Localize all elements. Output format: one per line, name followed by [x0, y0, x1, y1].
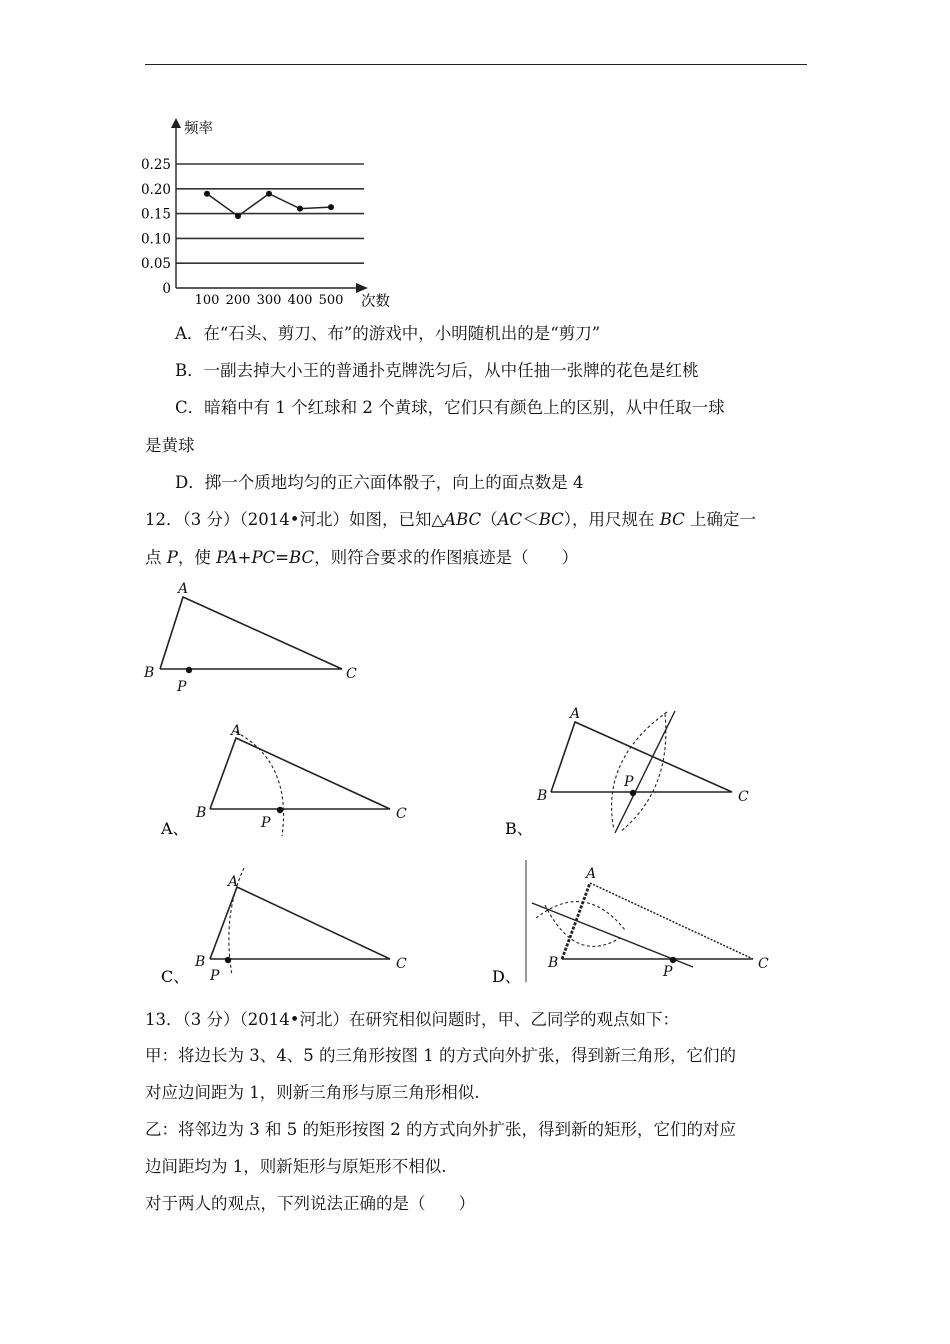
figure-b-arc-left — [612, 712, 667, 830]
figure-c-triangle — [210, 887, 390, 959]
y-tick-label: 0.25 — [140, 157, 171, 173]
figure-c-label-c: C — [396, 956, 407, 972]
figure-c-label-b: B — [195, 954, 206, 970]
figure-d-label-a: A — [586, 866, 597, 882]
figure-c-label-a: A — [228, 874, 239, 890]
main-label-p: P — [177, 679, 187, 695]
q12-plus: + — [237, 548, 252, 567]
q11-option-c: C．暗箱中有 1 个红球和 2 个黄球，它们只有颜色上的区别，从中任取一球 — [175, 398, 725, 417]
figure-d — [532, 883, 753, 967]
figure-b — [551, 711, 732, 833]
y-tick-label: 0.10 — [140, 231, 171, 248]
main-point-p — [186, 667, 192, 673]
figure-b-label-c: C — [738, 789, 749, 805]
x-tick-label: 500 — [318, 293, 344, 308]
choice-b-label: B、 — [505, 819, 533, 838]
q13-line-2: 甲：将边长为 3、4、5 的三角形按图 1 的方式向外扩张，得到新三角形，它们的 — [145, 1046, 736, 1065]
q12-pre2: 点 — [145, 548, 167, 567]
figure-a-label-c: C — [396, 806, 407, 822]
q12-tail1: 上确定一 — [684, 510, 757, 529]
choice-d-label: D、 — [492, 967, 521, 986]
main-label-a: A — [178, 581, 189, 597]
q12-paren-close: ），用尺规在 — [563, 510, 660, 529]
q11-option-c-cont: 是黄球 — [145, 436, 195, 455]
figure-d-label-c: C — [758, 956, 769, 972]
q12-eq: = — [275, 548, 290, 567]
q12-number: 12． — [145, 510, 183, 529]
x-axis-label: 次数 — [361, 294, 390, 310]
y-tick-label: 0.05 — [140, 256, 171, 273]
figure-b-label-b: B — [537, 788, 548, 804]
figure-b-label-p: P — [624, 774, 634, 790]
x-tick-label: 100 — [194, 293, 220, 308]
q12-bc: BC — [538, 510, 564, 529]
q12-bc-3: BC — [289, 548, 315, 567]
q13-line-4: 乙：将邻边为 3 和 5 的矩形按图 2 的方式向外扩张，得到新的矩形，它们的对应 — [145, 1120, 736, 1139]
main-label-b: B — [144, 665, 155, 681]
figure-a-label-p: P — [261, 815, 271, 831]
figure-d-arc-bottom — [545, 905, 620, 946]
y-tick-label: 0 — [162, 281, 171, 297]
x-tick-label: 300 — [256, 293, 282, 308]
q13-line-3: 对应边间距为 1，则新三角形与原三角形相似. — [145, 1083, 480, 1102]
figure-d-label-b: B — [548, 955, 559, 971]
main-label-c: C — [346, 666, 357, 682]
figure-d-point-p — [670, 957, 676, 963]
q12-source: （3 分）（2014•河北）如图，已知△ — [182, 510, 445, 529]
figure-b-label-a: A — [570, 706, 581, 722]
q12-triangle-name: ABC — [444, 510, 482, 529]
figure-b-triangle — [551, 722, 732, 792]
q12-ac: AC — [497, 510, 523, 529]
q13-line-5: 边间距均为 1，则新矩形与原矩形不相似. — [145, 1157, 447, 1176]
figure-a-arc — [236, 732, 284, 836]
figure-a-point-p — [277, 807, 283, 813]
y-tick-label: 0.20 — [140, 181, 171, 198]
figure-a — [210, 732, 390, 836]
q12-p: P — [166, 548, 178, 567]
q12-paren-open: （ — [481, 510, 498, 529]
q12-tail2: ，则符合要求的作图痕迹是（ ） — [314, 548, 579, 567]
figure-a-label-b: B — [196, 805, 207, 821]
figure-a-triangle — [210, 738, 390, 809]
q12-pa: PA — [216, 548, 238, 567]
q12-pc: PC — [251, 548, 276, 567]
q12-mid2: ，使 — [177, 548, 217, 567]
x-tick-label: 200 — [225, 293, 251, 308]
q11-option-b: B．一副去掉大小王的普通扑克牌洗匀后，从中任抽一张牌的花色是红桃 — [175, 361, 699, 380]
figure-b-arc-right — [620, 714, 666, 832]
y-tick-label: 0.15 — [140, 206, 171, 223]
q11-option-a: A．在“石头、剪刀、布”的游戏中，小明随机出的是“剪刀” — [175, 324, 601, 343]
figure-d-side-ac — [590, 883, 753, 959]
q13-line-6: 对于两人的观点，下列说法正确的是（ ） — [145, 1194, 475, 1213]
y-axis-label: 频率 — [184, 121, 213, 137]
figure-b-point-p — [630, 790, 636, 796]
figure-a-label-a: A — [231, 723, 242, 739]
figure-d-label-p: P — [663, 964, 673, 980]
choice-a-label: A、 — [161, 819, 189, 838]
figure-b-bisector — [615, 711, 675, 833]
x-tick-label: 400 — [287, 293, 313, 308]
q12-lt: ＜ — [522, 510, 539, 529]
figure-c-point-p — [225, 957, 231, 963]
q13-line-1: 13．（3 分）（2014•河北）在研究相似问题时，甲、乙同学的观点如下： — [145, 1010, 679, 1029]
q11-option-d: D．掷一个质地均匀的正六面体骰子，向上的面点数是 4 — [175, 473, 584, 492]
figure-c-label-p: P — [210, 968, 220, 984]
main-triangle — [160, 597, 342, 669]
choice-c-label: C、 — [161, 967, 190, 986]
q12-bc-2: BC — [659, 510, 685, 529]
